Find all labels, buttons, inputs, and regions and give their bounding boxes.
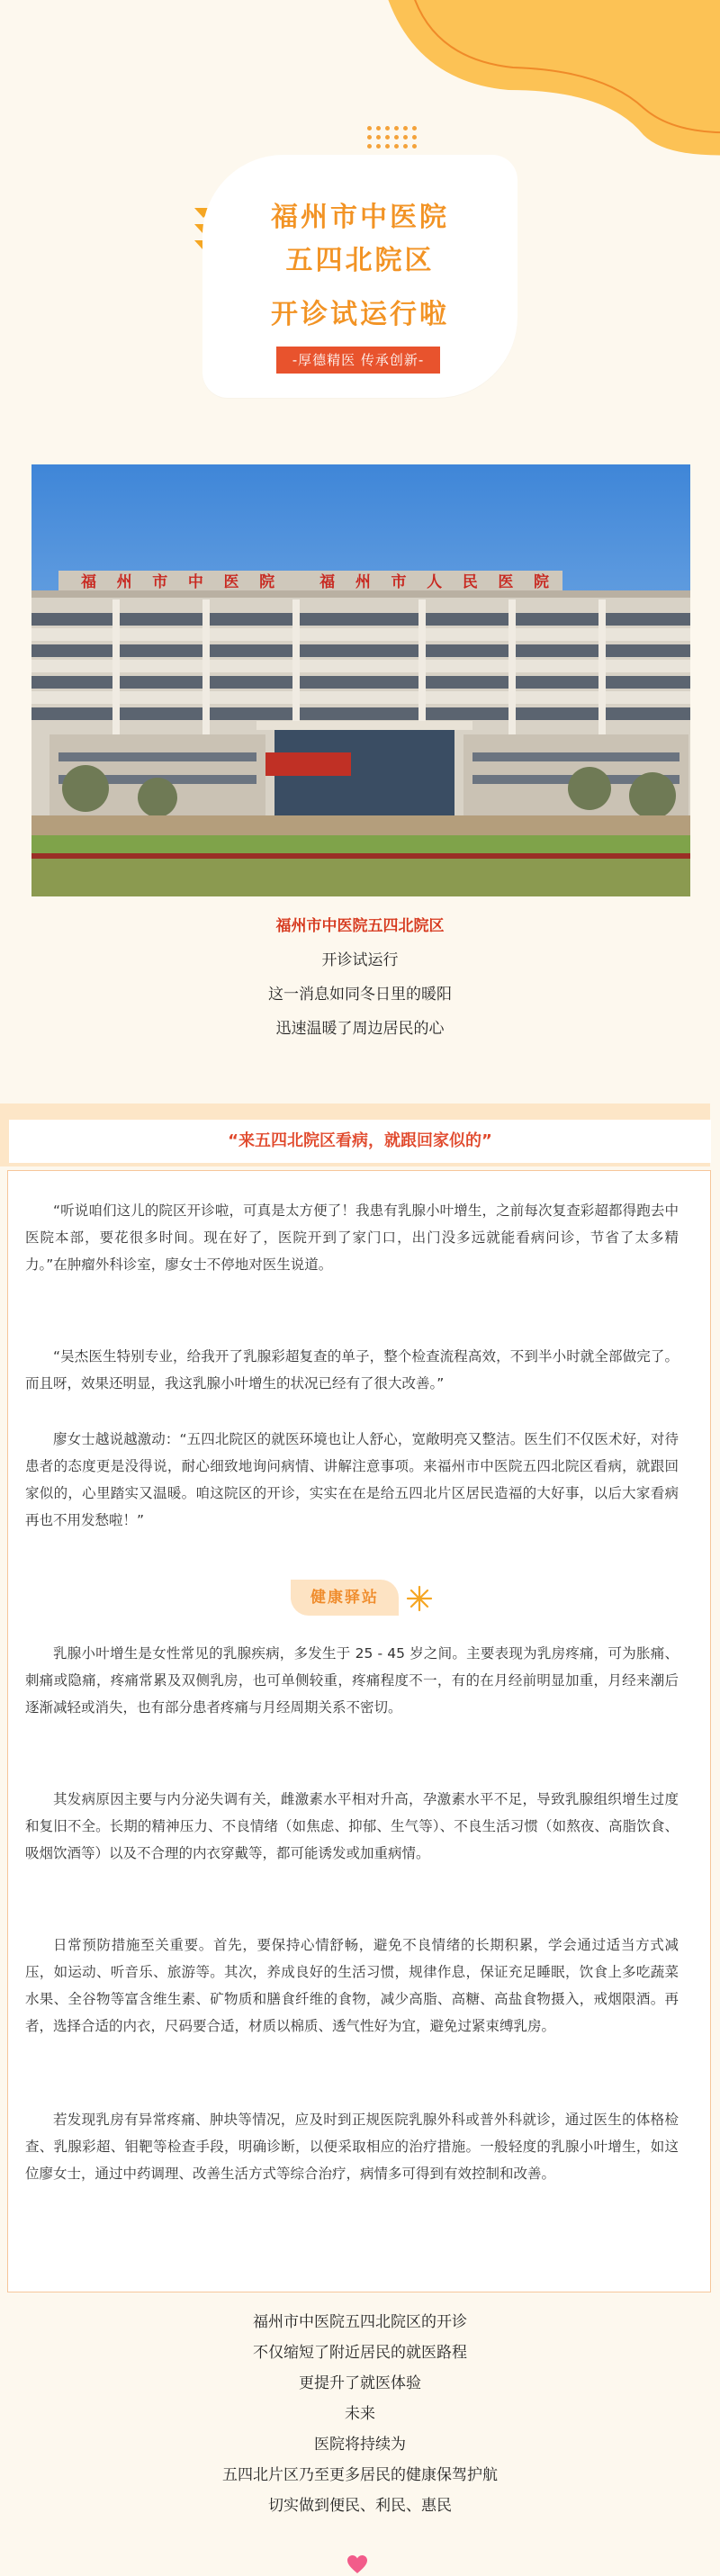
intro-line: 这一消息如同冬日里的暖阳 xyxy=(268,986,452,1004)
rooftop-sign: 福州市中医院 福州市人民医院 xyxy=(81,573,549,590)
quote-banner: “来五四北院区看病，就跟回家似的” xyxy=(9,1120,711,1163)
closing-line: 医院将持续为 xyxy=(314,2436,406,2454)
closing-text xyxy=(0,2307,720,2521)
sparkle-icon xyxy=(405,1584,434,1613)
closing-line: 不仅缩短了附近居民的就医路程 xyxy=(253,2344,467,2362)
title-line-2: 五四北院区 xyxy=(285,245,435,276)
intro-line: 迅速温暖了周边居民的心 xyxy=(275,1020,445,1038)
article-paragraph: 若发现乳房有异常疼痛、肿块等情况，应及时到正规医院乳腺外科或普外科就诊，通过医生的体格检查、乳腺彩超、钼靶等检查手段，明确诊断，以便采取相应的治疗措施。一般轻度的乳腺小叶增生，如这位廖女士，通过中药调理、改善生活方式等综合治疗，病情多可得到有效控制和改善。 xyxy=(25,2112,679,2182)
closing-line: 福州市中医院五四北院区的开诊 xyxy=(253,2313,467,2331)
intro-line: 开诊试运行 xyxy=(321,951,399,969)
title-line-1: 福州市中医院 xyxy=(271,202,449,233)
article-paragraph: “吴杰医生特别专业，给我开了乳腺彩超复查的单子，整个检查流程高效，不到半小时就全部做完了。而且呀，效果还明显，我这乳腺小叶增生的状况已经有了很大改善。” xyxy=(25,1348,679,1392)
article-paragraph: “听说咱们这儿的院区开诊啦，可真是太方便了！我患有乳腺小叶增生，之前每次复查彩超都得跑去中医院本部，要花很多时间。现在好了，医院开到了家门口，出门没多远就能看病问诊，节省了太多精力。”在肿瘤外科诊室，廖女士不停地对医生说道。 xyxy=(25,1202,679,1273)
decorative-orange-blob xyxy=(374,0,720,162)
closing-line: 更提升了就医体验 xyxy=(299,2374,421,2392)
health-station-tag: 健康驿站 xyxy=(291,1580,399,1616)
article-paragraph: 其发病原因主要与内分泌失调有关，雌激素水平相对升高，孕激素水平不足，导致乳腺组织增生过度和复旧不全。长期的精神压力、不良情绪（如焦虑、抑郁、生气等）、不良生活习惯（如熬夜、高脂饮食、吸烟饮酒等）以及不合理的内衣穿戴等，都可能诱发或加重病情。 xyxy=(25,1791,679,1861)
intro-hospital-name: 福州市中医院五四北院区 xyxy=(275,917,445,935)
closing-line: 切实做到便民、利民、惠民 xyxy=(268,2497,452,2515)
article-paragraph: 日常预防措施至关重要。首先，要保持心情舒畅，避免不良情绪的长期积累，学会通过适当方式减压，如运动、听音乐、旅游等。其次，养成良好的生活习惯，规律作息，保证充足睡眠，饮食上多吃蔬菜水果、全谷物等富含维生素、矿物质和膳食纤维的食物，减少高脂、高糖、高盐食物摄入，戒烟限酒。再者，选择合适的内衣，尺码要合适，材质以棉质、透气性好为宜，避免过紧束缚乳房。 xyxy=(25,1937,679,2034)
article-paragraph: 廖女士越说越激动：“五四北院区的就医环境也让人舒心，宽敞明亮又整洁。医生们不仅医术好，对待患者的态度更是没得说，耐心细致地询问病情、讲解注意事项。来福州市中医院五四北院区看病，就跟回家似的，心里踏实又温暖。咱这院区的开诊，实实在在是给五四北片区居民造福的大好事，以后大家看病再也不用发愁啦！” xyxy=(25,1431,679,1528)
article-paragraph: 乳腺小叶增生是女性常见的乳腺疾病，多发生于 25 - 45 岁之间。主要表现为乳房疼痛，可为胀痛、刺痛或隐痛，疼痛常累及双侧乳房，也可单侧较重，疼痛程度不一，有的在月经前明显加重，月经来潮后逐渐减轻或消失，也有部分患者疼痛与月经周期关系不密切。 xyxy=(25,1645,679,1716)
slogan-badge: -厚德精医 传承创新- xyxy=(276,347,440,374)
decorative-dots xyxy=(367,126,421,151)
heart-icon xyxy=(346,2554,368,2574)
title-line-3: 开诊试运行啦 xyxy=(271,299,449,330)
closing-line: 五四北片区乃至更多居民的健康保驾护航 xyxy=(222,2466,498,2484)
closing-line: 未来 xyxy=(345,2405,375,2423)
hospital-building-photo xyxy=(32,464,690,896)
